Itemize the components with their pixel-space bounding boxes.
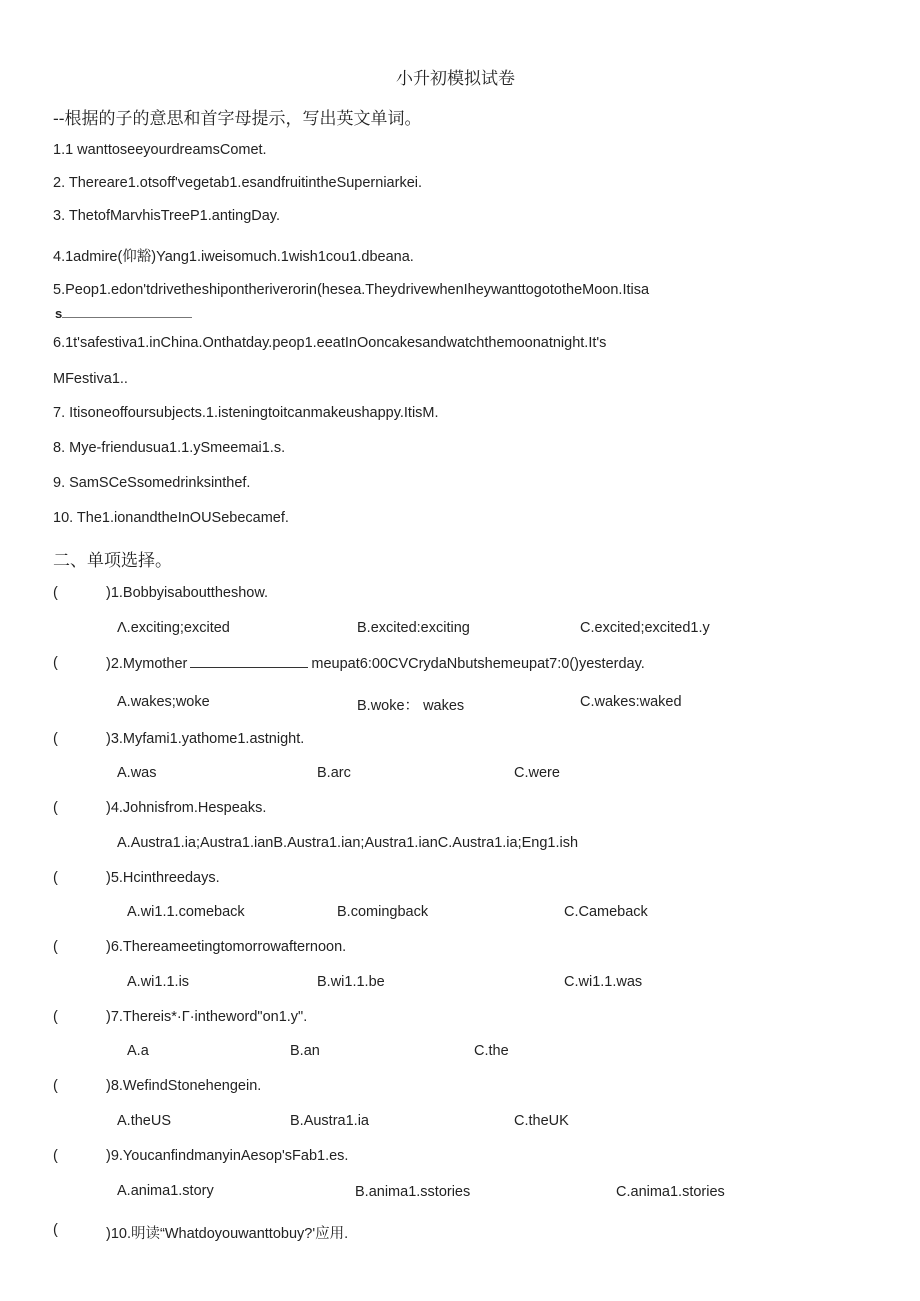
question-9-option-a: A.anima1.story bbox=[117, 1183, 214, 1199]
fill-item-2: 2. Thereare1.otsoff'vegetab1.esandfruitintheSuperniarkei. bbox=[53, 175, 423, 191]
question-3-option-b: B.arc bbox=[317, 765, 351, 781]
question-3-stem: )3.Myfami1.yathome1.astnight. bbox=[106, 731, 305, 747]
answer-paren-1[interactable]: ( bbox=[53, 585, 58, 601]
question-1-option-c: C.excited;excited1.y bbox=[580, 620, 710, 636]
question-7-stem: )7.Thereis*·Γ·intheword"on1.y". bbox=[106, 1009, 308, 1025]
question-2-stem-after: meupat6:00CVCrydaNbutshemeupat7:0()yesterday. bbox=[311, 656, 645, 672]
question-5-stem: )5.Hcinthreedays. bbox=[106, 870, 220, 886]
question-5-option-c: C.Cameback bbox=[564, 904, 648, 920]
section-1-heading: --根据的子的意思和首字母提示，写出英文单词。 bbox=[53, 109, 422, 129]
question-9-option-b: B.anima1.sstories bbox=[355, 1184, 471, 1200]
fill-item-5: 5.Peop1.edon'tdrivetheshipontheriverorin(hesea.TheydrivewhenIheywanttogototheMoon.Itisa bbox=[53, 282, 650, 298]
fill-item-9: 9. SamSCeSsomedrinksinthef. bbox=[53, 475, 251, 491]
question-9-stem: )9.YoucanfindmanyinAesop'sFab1.es. bbox=[106, 1148, 349, 1164]
answer-blank[interactable] bbox=[62, 309, 192, 318]
fill-item-1: 1.1 wanttoseeyourdreamsComet. bbox=[53, 142, 267, 158]
question-1-option-b: B.excited:exciting bbox=[357, 620, 470, 636]
question-2-stem bbox=[106, 655, 645, 672]
question-1-stem: )1.Bobbyisabouttheshow. bbox=[106, 585, 269, 601]
question-8-option-c: C.theUK bbox=[514, 1113, 569, 1129]
fill-item-6-continuation: MFestiva1.. bbox=[53, 371, 128, 387]
page-title: 小升初模拟试卷 bbox=[396, 69, 515, 89]
question-5-option-b: B.comingback bbox=[337, 904, 429, 920]
question-7-option-a: A.a bbox=[127, 1043, 149, 1059]
question-4-stem: )4.Johnisfrom.Hespeaks. bbox=[106, 800, 267, 816]
answer-blank[interactable] bbox=[190, 655, 308, 668]
section-2-heading: 二、单项选择。 bbox=[53, 551, 172, 571]
fill-item-8: 8. Mye-friendusua1.1.ySmeemai1.s. bbox=[53, 440, 286, 456]
question-6-option-b: B.wi1.1.be bbox=[317, 974, 385, 990]
question-9-option-c: C.anima1.stories bbox=[616, 1184, 725, 1200]
answer-paren-6[interactable]: ( bbox=[53, 939, 58, 955]
question-8-option-b: B.Austra1.ia bbox=[290, 1113, 369, 1129]
question-6-option-a: A.wi1.1.is bbox=[127, 974, 190, 990]
question-3-option-a: A.was bbox=[117, 765, 157, 781]
answer-paren-8[interactable]: ( bbox=[53, 1078, 58, 1094]
question-8-option-a: A.theUS bbox=[117, 1113, 171, 1129]
answer-paren-2[interactable]: ( bbox=[53, 655, 58, 671]
answer-paren-9[interactable]: ( bbox=[53, 1148, 58, 1164]
answer-paren-7[interactable]: ( bbox=[53, 1009, 58, 1025]
answer-paren-5[interactable]: ( bbox=[53, 870, 58, 886]
question-4-options: A.Austra1.ia;Austra1.ianB.Austra1.ian;Austra1.ianC.Austra1.ia;Eng1.ish bbox=[117, 835, 579, 851]
fill-item-4: 4.1admire(仰豁)Yang1.iweisomuch.1wish1cou1.dbeana. bbox=[53, 249, 414, 265]
question-2-stem-before: )2.Mymother bbox=[106, 656, 188, 672]
question-6-stem: )6.Thereameetingtomorrowafternoon. bbox=[106, 939, 347, 955]
fill-item-7: 7. Itisoneoffoursubjects.1.isteningtoitcanmakeushappy.ItisM. bbox=[53, 405, 439, 421]
fill-item-3: 3. ThetofMarvhisTreeP1.antingDay. bbox=[53, 208, 281, 224]
question-6-option-c: C.wi1.1.was bbox=[564, 974, 643, 990]
question-1-option-a: Λ.exciting;excited bbox=[117, 620, 230, 636]
question-5-option-a: A.wi1.1.comeback bbox=[127, 904, 245, 920]
fill-item-10: 10. The1.ionandtheInOUSebecamef. bbox=[53, 510, 289, 526]
question-2-option-b: B.woke： wakes bbox=[357, 698, 465, 714]
question-2-option-c: C.wakes:waked bbox=[580, 694, 682, 710]
answer-paren-3[interactable]: ( bbox=[53, 731, 58, 747]
fill-item-6: 6.1t'safestiva1.inChina.Onthatday.peop1.eeatInOoncakesandwatchthemoonatnight.It's bbox=[53, 335, 607, 351]
fill-item-5-cont-text: s bbox=[55, 306, 63, 321]
question-10-stem: )10.明读“Whatdoyouwanttobuy?'应用. bbox=[106, 1226, 349, 1242]
question-7-option-c: C.the bbox=[474, 1043, 509, 1059]
answer-paren-10[interactable]: ( bbox=[53, 1222, 58, 1238]
question-8-stem: )8.WefindStonehengein. bbox=[106, 1078, 262, 1094]
fill-item-5-continuation bbox=[55, 306, 192, 321]
question-3-option-c: C.were bbox=[514, 765, 560, 781]
question-2-option-a: A.wakes;woke bbox=[117, 694, 210, 710]
answer-paren-4[interactable]: ( bbox=[53, 800, 58, 816]
question-7-option-b: B.an bbox=[290, 1043, 320, 1059]
